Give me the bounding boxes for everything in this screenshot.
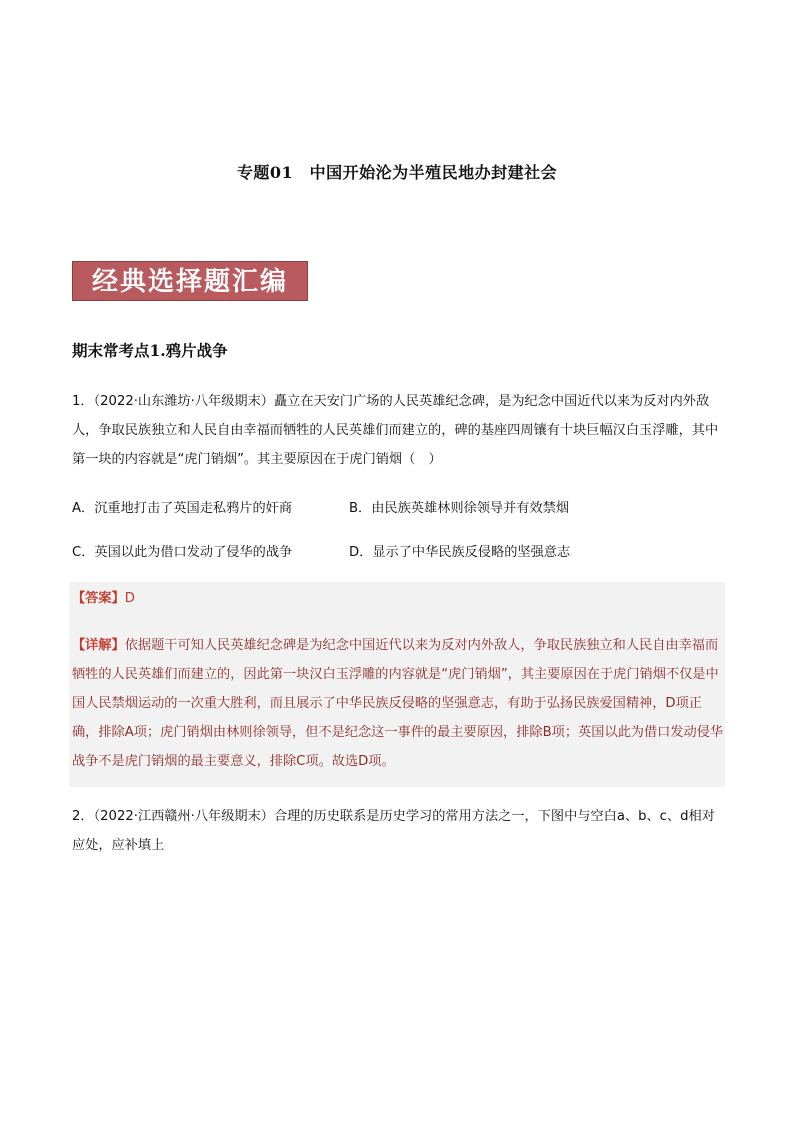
answer-line bbox=[72, 589, 135, 609]
explanation-tag: 【详解】 bbox=[72, 638, 125, 653]
question-1-option-c: C．英国以此为借口发动了侵华的战争 bbox=[72, 545, 293, 560]
question-1-option-d: D．显示了中华民族反侵略的坚强意志 bbox=[349, 545, 571, 560]
answer-value: D bbox=[124, 591, 135, 606]
explanation-text: 依据题干可知人民英雄纪念碑是为纪念中国近代以来为反对内外敌人，争取民族独立和人民自由幸福而牺牲的人民英雄们而建立的，因此第一块汉白玉浮雕的内容就是“虎门销烟”，其主要原因在于虎门销烟不仅是中国人民禁烟运动的一次重大胜利，而且展示了中华民族反侵略的坚强意志，有助于弘扬民族爱国精神，D项正确，排除A项；虎门销烟由林则徐领导，但不是纪念这一事件的最主要原因，排除B项；英国以此为借口发动侵华战争不是虎门销烟的最主要意义，排除C项。故选D项。 bbox=[72, 638, 724, 769]
question-1-text: 1．（2022·山东潍坊·八年级期末）矗立在天安门广场的人民英雄纪念碑，是为纪念中国近代以来为反对内外敌人，争取民族独立和人民自由幸福而牺牲的人民英雄们而建立的，碑的基座四周镶有十块巨幅汉白玉浮雕，其中第一块的内容就是“虎门销烟”。其主要原因在于虎门销烟（ ） bbox=[72, 394, 719, 467]
section-banner bbox=[72, 261, 308, 301]
question-2-text: 2．（2022·江西赣州·八年级期末）合理的历史联系是历史学习的常用方法之一，下图中与空白a、b、c、d相对应处，应补填上 bbox=[72, 809, 715, 853]
answer-tag: 【答案】 bbox=[72, 591, 125, 606]
explanation-block bbox=[72, 631, 724, 776]
question-1-option-a: A．沉重地打击了英国走私鸦片的奸商 bbox=[72, 501, 293, 516]
banner-text: 经典选择题汇编 bbox=[91, 267, 288, 297]
page-title: 专题01 中国开始沦为半殖民地办封建社会 bbox=[236, 163, 558, 182]
question-1-option-b: B．由民族英雄林则徐领导并有效禁烟 bbox=[349, 501, 570, 516]
section-heading: 期末常考点1.鸦片战争 bbox=[72, 341, 228, 360]
